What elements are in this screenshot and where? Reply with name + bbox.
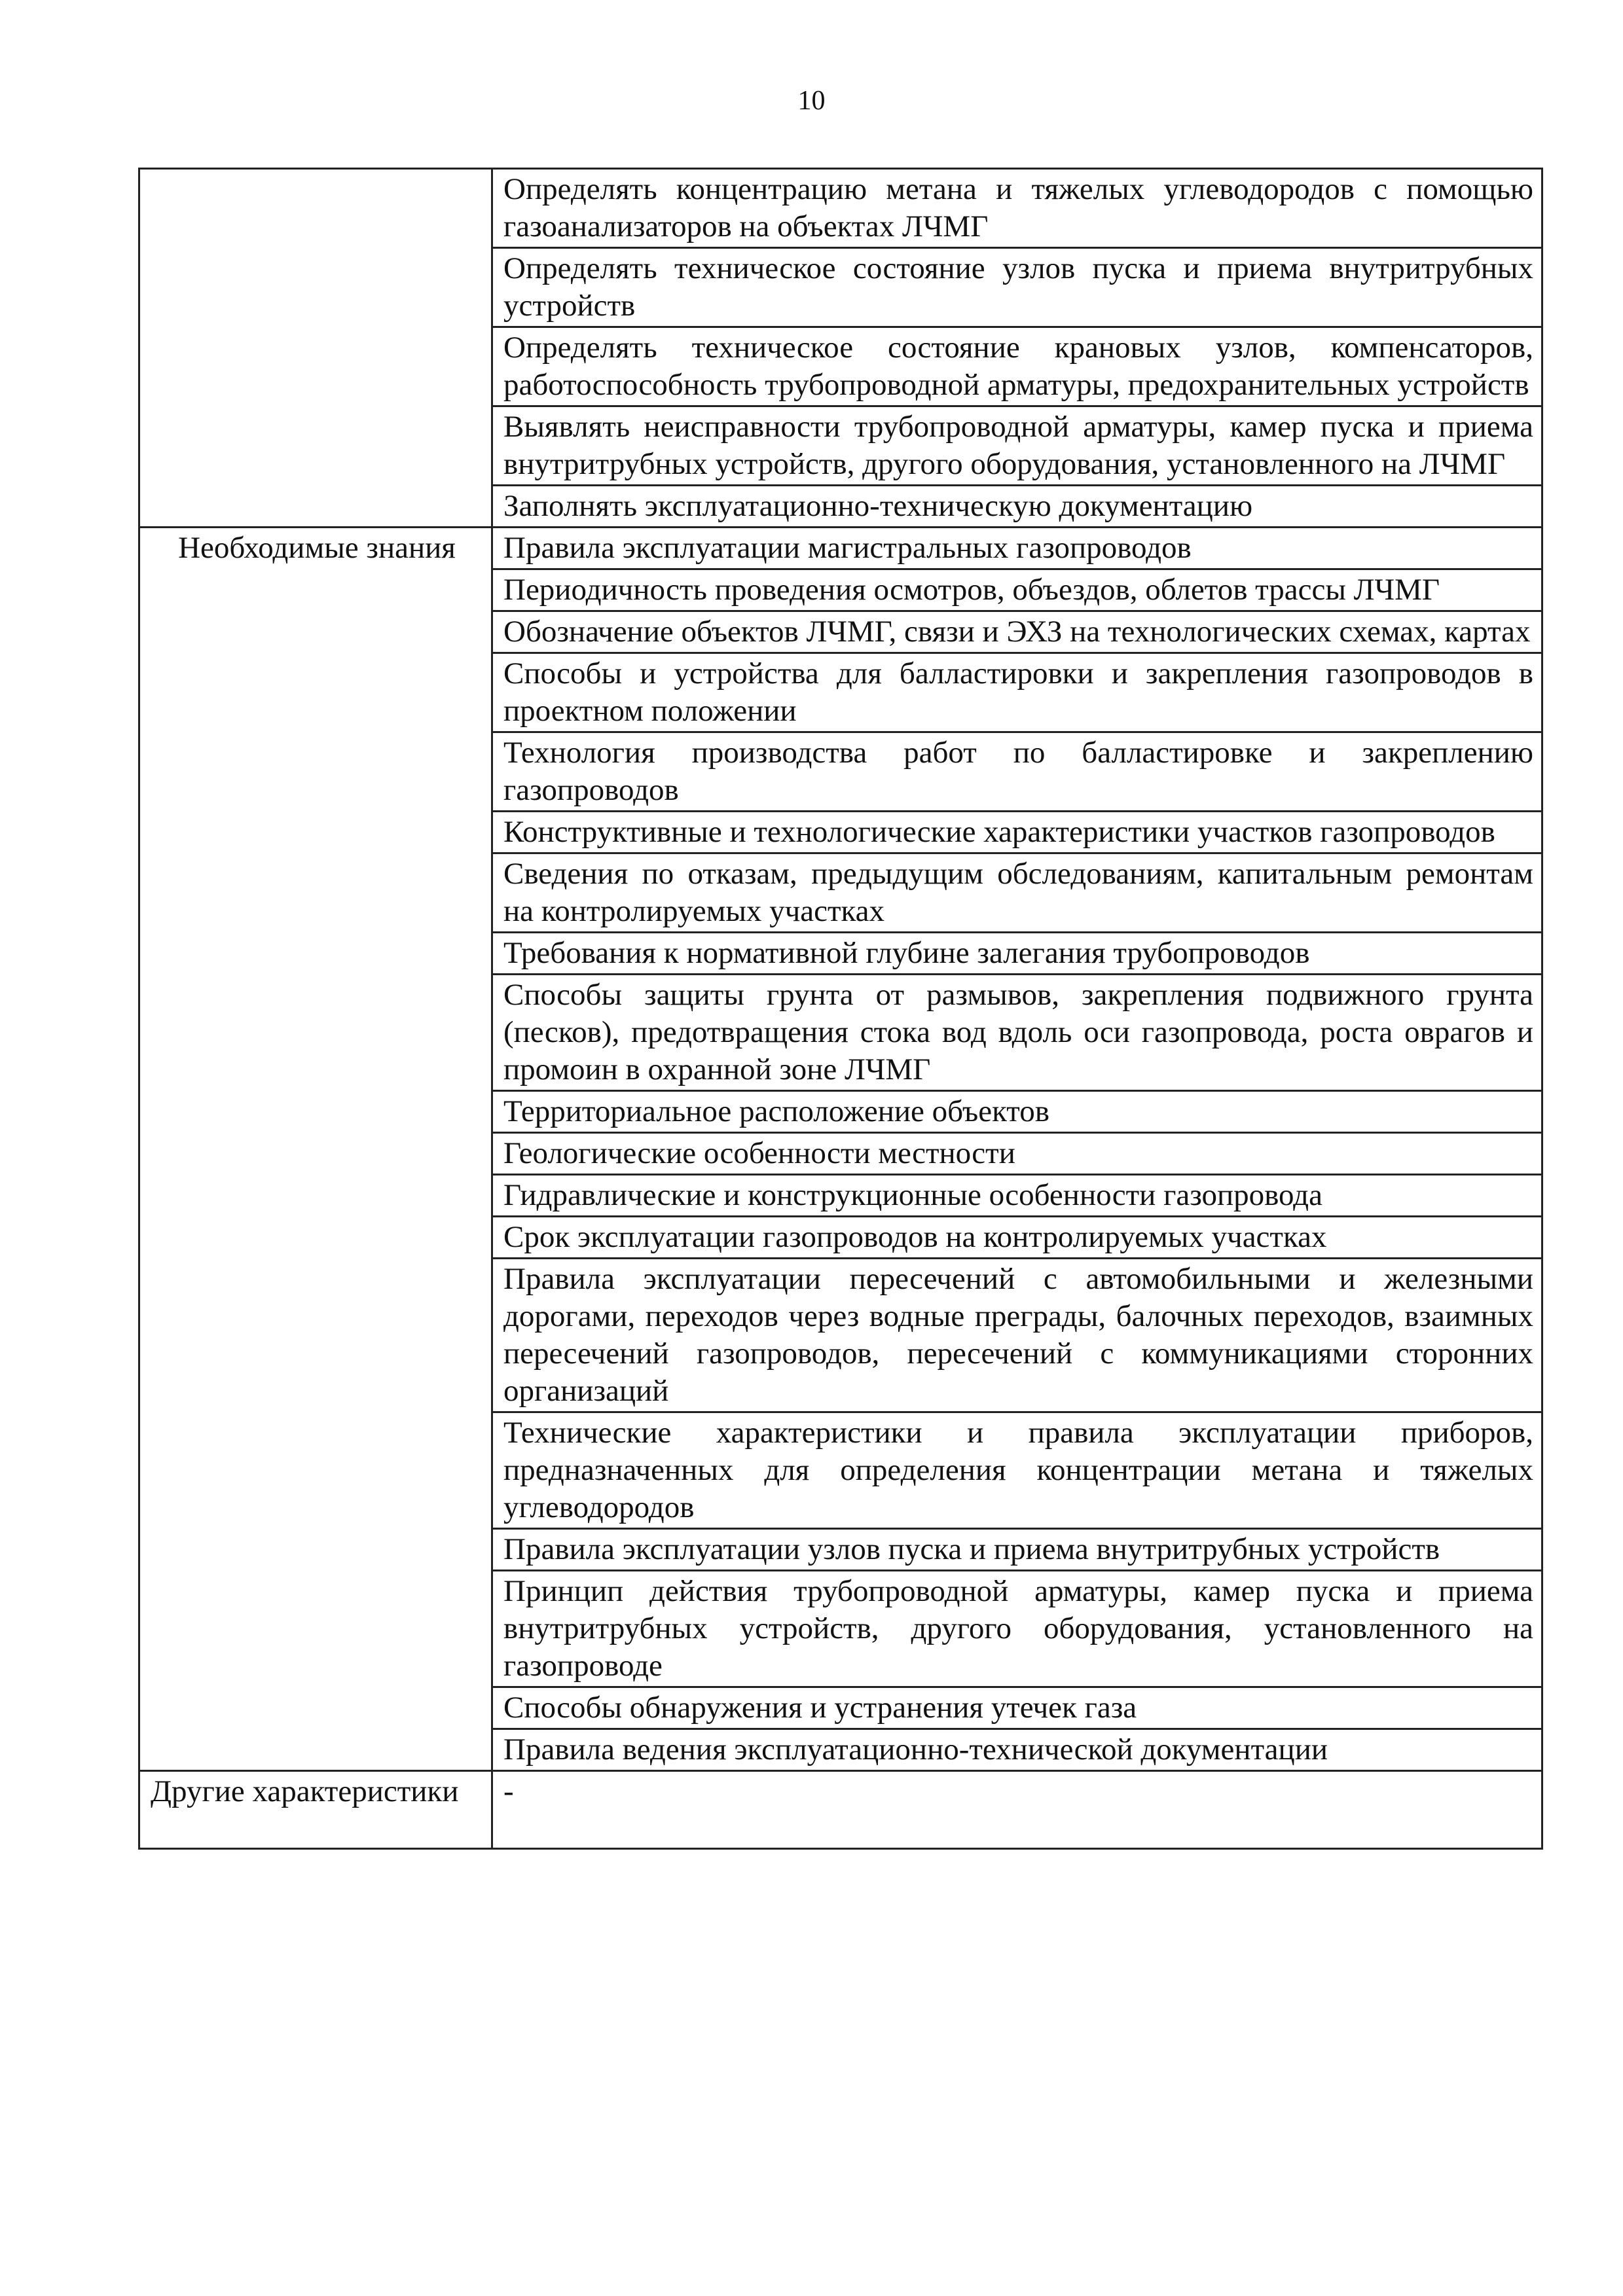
table-cell: Обозначение объектов ЛЧМГ, связи и ЭХЗ на технологических схемах, картах	[492, 611, 1542, 653]
table-cell: Сведения по отказам, предыдущим обследованиям, капитальным ремонтам на контролируемых участках	[492, 853, 1542, 933]
table-cell: Правила эксплуатации магистральных газопроводов	[492, 528, 1542, 569]
table-cell: Технология производства работ по балластировке и закреплению газопроводов	[492, 732, 1542, 812]
table-cell: Срок эксплуатации газопроводов на контролируемых участках	[492, 1217, 1542, 1259]
table-cell: Способы обнаружения и устранения утечек газа	[492, 1687, 1542, 1729]
page-number: 10	[797, 86, 826, 116]
table-cell: Заполнять эксплуатационно-техническую документацию	[492, 486, 1542, 528]
table-row	[139, 1771, 1542, 1849]
table-cell: Способы защиты грунта от размывов, закрепления подвижного грунта (песков), предотвращения стока вод вдоль оси газопровода, роста оврагов и промоин в охранной зоне ЛЧМГ	[492, 975, 1542, 1091]
table-cell: Правила эксплуатации узлов пуска и приема внутритрубных устройств	[492, 1529, 1542, 1571]
table-cell: Гидравлические и конструкционные особенности газопровода	[492, 1175, 1542, 1217]
table-cell: Периодичность проведения осмотров, объездов, облетов трассы ЛЧМГ	[492, 569, 1542, 611]
table-row	[139, 528, 1542, 569]
table-cell: Территориальное расположение объектов	[492, 1091, 1542, 1133]
table-cell: Требования к нормативной глубине залегания трубопроводов	[492, 933, 1542, 975]
table-cell: Способы и устройства для балластировки и закрепления газопроводов в проектном положении	[492, 653, 1542, 732]
table-cell: Определять техническое состояние узлов пуска и приема внутритрубных устройств	[492, 248, 1542, 327]
section-label-other-characteristics: Другие характеристики	[139, 1771, 492, 1849]
table-cell: Правила эксплуатации пересечений с автомобильными и железными дорогами, переходов через водные преграды, балочных переходов, взаимных пересечений газопроводов, пересечений с коммуникациями сторонних организаций	[492, 1259, 1542, 1412]
table-row	[139, 169, 1542, 248]
table-cell: Определять техническое состояние крановых узлов, компенсаторов, работоспособность трубопроводной арматуры, предохранительных устройств	[492, 327, 1542, 406]
table-cell: Правила ведения эксплуатационно-технической документации	[492, 1729, 1542, 1771]
table-cell: -	[492, 1771, 1542, 1849]
table-cell: Принцип действия трубопроводной арматуры, камер пуска и приема внутритрубных устройств, другого оборудования, установленного на газопроводе	[492, 1571, 1542, 1687]
requirements-table	[138, 168, 1543, 1850]
table-cell: Определять концентрацию метана и тяжелых углеводородов с помощью газоанализаторов на объектах ЛЧМГ	[492, 169, 1542, 248]
table-cell: Геологические особенности местности	[492, 1133, 1542, 1175]
table-cell: Выявлять неисправности трубопроводной арматуры, камер пуска и приема внутритрубных устройств, другого оборудования, установленного на ЛЧМГ	[492, 406, 1542, 486]
section-label-skills-continued	[139, 169, 492, 528]
section-label-required-knowledge: Необходимые знания	[139, 528, 492, 1771]
table-cell: Конструктивные и технологические характеристики участков газопроводов	[492, 812, 1542, 853]
table-cell: Технические характеристики и правила эксплуатации приборов, предназначенных для определения концентрации метана и тяжелых углеводородов	[492, 1412, 1542, 1529]
